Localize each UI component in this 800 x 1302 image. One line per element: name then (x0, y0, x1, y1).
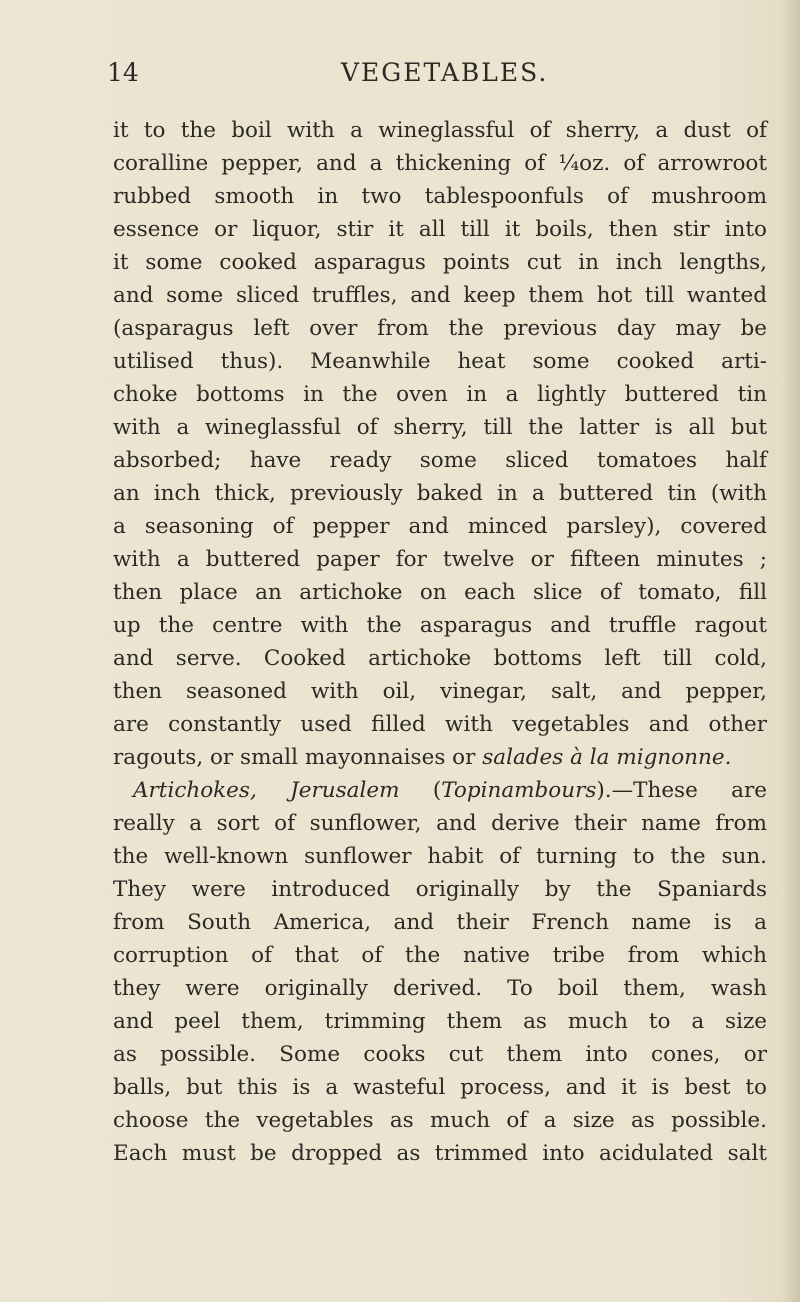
text-line: it some cooked asparagus points cut in inch lengths, (113, 250, 767, 275)
text-line: coralline pepper, and a thickening of ¼oz. of arrowroot (113, 151, 767, 176)
text-line: as possible. Some cooks cut them into cones, or (113, 1042, 767, 1067)
text-fragment: ( (399, 778, 442, 803)
paragraph-end-line (113, 741, 767, 774)
text-line: up the centre with the asparagus and truffle ragout (113, 613, 767, 638)
italic-phrase: salades à la mignonne. (482, 745, 732, 770)
text-fragment: ).—These are (596, 778, 767, 803)
text-line: They were introduced originally by the Spaniards (113, 877, 767, 902)
text-line: choke bottoms in the oven in a lightly buttered tin (113, 382, 767, 407)
text-fragment: ragouts, or small mayonnaises or (113, 745, 483, 770)
page-header (107, 58, 767, 94)
text-line: and serve. Cooked artichoke bottoms left till cold, (113, 646, 767, 671)
text-line: corruption of that of the native tribe from which (113, 943, 767, 968)
text-line: essence or liquor, stir it all till it boils, then stir into (113, 217, 767, 242)
text-line: an inch thick, previously baked in a buttered tin (with (113, 481, 767, 506)
text-line: balls, but this is a wasteful process, and it is best to (113, 1075, 767, 1100)
running-head: VEGETABLES. (341, 58, 549, 87)
text-line: choose the vegetables as much of a size as possible. (113, 1108, 767, 1133)
text-line: then place an artichoke on each slice of tomato, fill (113, 580, 767, 605)
text-line: and some sliced truffles, and keep them hot till wanted (113, 283, 767, 308)
page-number: 14 (107, 58, 139, 87)
text-line: the well-known sunflower habit of turning to the sun. (113, 844, 767, 869)
text-line: really a sort of sunflower, and derive their name from (113, 811, 767, 836)
text-line: rubbed smooth in two tablespoonfuls of mushroom (113, 184, 767, 209)
entry-heading-line (113, 774, 767, 807)
text-line: absorbed; have ready some sliced tomatoes half (113, 448, 767, 473)
body-text (113, 114, 767, 1170)
text-line: Each must be dropped as trimmed into acidulated salt (113, 1141, 767, 1166)
page-edge-shadow (782, 0, 800, 1302)
text-line: they were originally derived. To boil them, wash (113, 976, 767, 1001)
text-line: and peel them, trimming them as much to a size (113, 1009, 767, 1034)
text-line: from South America, and their French name is a (113, 910, 767, 935)
text-line: are constantly used filled with vegetables and other (113, 712, 767, 737)
text-line: a seasoning of pepper and minced parsley), covered (113, 514, 767, 539)
text-line: it to the boil with a wineglassful of sherry, a dust of (113, 118, 767, 143)
entry-title: Artichokes, Jerusalem (133, 778, 400, 803)
text-line: with a wineglassful of sherry, till the latter is all but (113, 415, 767, 440)
text-line: (asparagus left over from the previous day may be (113, 316, 767, 341)
entry-french-name: Topinambours (441, 778, 597, 803)
text-line: utilised thus). Meanwhile heat some cooked arti- (113, 349, 767, 374)
text-line: with a buttered paper for twelve or fifteen minutes ; (113, 547, 767, 572)
text-line: then seasoned with oil, vinegar, salt, and pepper, (113, 679, 767, 704)
